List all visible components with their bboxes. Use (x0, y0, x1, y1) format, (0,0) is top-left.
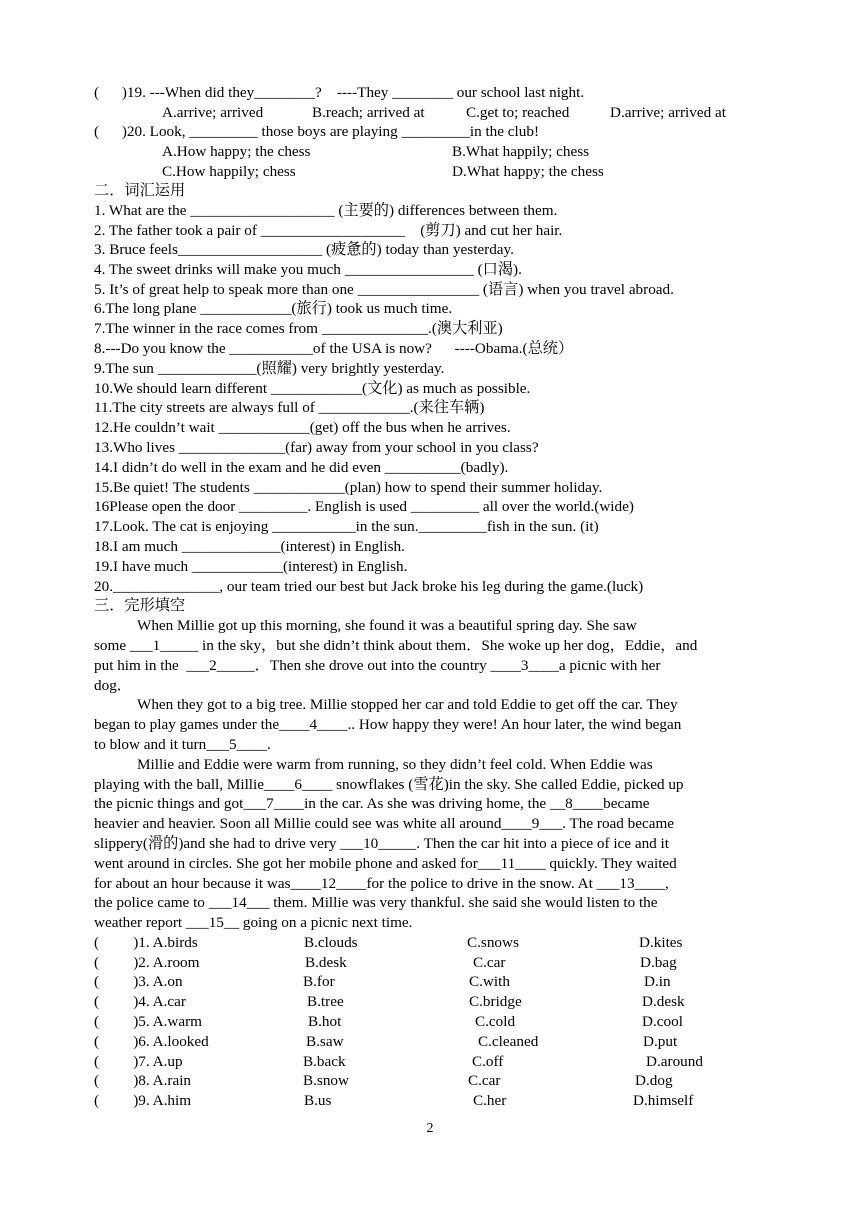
choice-a: ( )2. A.room (94, 954, 200, 971)
passage-line: went around in circles. She got her mobile phone and asked for___11____ quickly. They waited (94, 855, 677, 872)
choice-d: D.cool (642, 1013, 683, 1030)
passage-line: When they got to a big tree. Millie stopped her car and told Eddie to get off the car. They (137, 696, 678, 713)
vocab-item: 10.We should learn different ____________(文化) as much as possible. (94, 380, 531, 397)
choice-b: B.snow (303, 1072, 349, 1089)
choice-a: ( )5. A.warm (94, 1013, 202, 1030)
vocab-item: 6.The long plane ____________(旅行) took us much time. (94, 300, 453, 317)
vocab-item: 5. It’s of great help to speak more than one ________________ (语言) when you travel abroad. (94, 281, 674, 298)
choice-row (94, 1052, 794, 1071)
choice-row (94, 1071, 794, 1090)
choice-b: B.us (304, 1092, 332, 1109)
vocab-item: 2. The father took a pair of ___________________ (剪刀) and cut her hair. (94, 222, 563, 239)
choice-row (94, 953, 794, 972)
option-d: D.arrive; arrived at (610, 104, 726, 121)
vocab-item: 1. What are the ___________________ (主要的) differences between them. (94, 202, 558, 219)
option-b: B.reach; arrived at (312, 104, 425, 121)
choice-d: D.in (644, 973, 671, 990)
vocab-item: 3. Bruce feels___________________ (疲惫的) today than yesterday. (94, 241, 514, 258)
vocab-item: 11.The city streets are always full of ____________.(来往车辆) (94, 399, 485, 416)
vocab-item: 8.---Do you know the ___________of the USA is now? ----Obama.(总统） (94, 340, 574, 357)
question-19-options (94, 103, 794, 122)
passage-line: some ___1_____ in the sky，but she didn’t think about them．She woke up her dog，Eddie，and (94, 637, 698, 654)
choice-d: D.desk (642, 993, 685, 1010)
choice-b: B.tree (307, 993, 344, 1010)
choice-c: C.her (473, 1092, 507, 1109)
choice-a: ( )8. A.rain (94, 1072, 192, 1089)
choice-row (94, 1032, 794, 1051)
section-2-heading: 二．词汇运用 (94, 182, 186, 199)
option-a: A.How happy; the chess (162, 143, 311, 160)
vocab-item: 4. The sweet drinks will make you much _________________ (口渴). (94, 261, 522, 278)
choice-row (94, 1091, 794, 1110)
vocab-item: 18.I am much _____________(interest) in English. (94, 538, 405, 555)
vocab-item: 12.He couldn’t wait ____________(get) off the bus when he arrives. (94, 419, 511, 436)
passage-line: to blow and it turn___5____. (94, 736, 271, 753)
choice-d: D.dog (635, 1072, 673, 1089)
vocab-item: 15.Be quiet! The students ____________(plan) how to spend their summer holiday. (94, 479, 603, 496)
choice-a: ( )1. A.birds (94, 934, 198, 951)
choice-c: C.bridge (469, 993, 522, 1010)
passage-line: slippery(滑的)and she had to drive very ___10_____. Then the car hit into a piece of ice and it (94, 835, 669, 852)
page-number: 2 (426, 1121, 434, 1136)
choice-c: C.snows (467, 934, 519, 951)
choice-a: ( )9. A.him (94, 1092, 192, 1109)
choice-d: D.kites (639, 934, 683, 951)
choice-d: D.put (643, 1033, 678, 1050)
passage-line: weather report ___15__ going on a picnic next time. (94, 914, 413, 931)
choice-row (94, 933, 794, 952)
option-d: D.What happy; the chess (452, 163, 604, 180)
passage-line: playing with the ball, Millie____6____ snowflakes (雪花)in the sky. She called Eddie, picked up (94, 776, 684, 793)
option-a: A.arrive; arrived (162, 104, 264, 121)
choice-b: B.for (303, 973, 335, 990)
choice-b: B.desk (305, 954, 347, 971)
choice-c: C.off (472, 1053, 504, 1070)
vocab-item: 13.Who lives ______________(far) away from your school in you class? (94, 439, 539, 456)
choice-c: C.cold (475, 1013, 516, 1030)
passage-line: began to play games under the____4____.. How happy they were! An hour later, the wind began (94, 716, 682, 733)
choice-d: D.around (646, 1053, 703, 1070)
choice-c: C.with (469, 973, 510, 990)
choice-row (94, 1012, 794, 1031)
vocab-item: 16Please open the door _________. English is used _________ all over the world.(wide) (94, 498, 634, 515)
choice-b: B.hot (308, 1013, 342, 1030)
vocab-item: 7.The winner in the race comes from ______________.(澳大利亚) (94, 320, 503, 337)
question-20-options-1 (94, 142, 794, 161)
choice-b: B.saw (306, 1033, 344, 1050)
vocab-item: 19.I have much ____________(interest) in English. (94, 558, 408, 575)
vocab-item: 20.______________, our team tried our best but Jack broke his leg during the game.(luck) (94, 578, 644, 595)
passage-line: the police came to ___14___ them. Millie was very thankful. she said she would listen to the (94, 894, 658, 911)
choice-a: ( )6. A.looked (94, 1033, 209, 1050)
passage-line: heavier and heavier. Soon all Millie could see was white all around____9___. The road became (94, 815, 675, 832)
section-3-heading: 三．完形填空 (94, 597, 186, 614)
passage-line: Millie and Eddie were warm from running, so they didn’t feel cold. When Eddie was (137, 756, 653, 773)
question-19-stem: ( )19. ---When did they________? ----They ________ our school last night. (94, 84, 585, 101)
choice-a: ( )4. A.car (94, 993, 186, 1010)
choice-row (94, 992, 794, 1011)
passage-line: dog． (94, 677, 132, 694)
choice-b: B.back (303, 1053, 346, 1070)
choice-d: D.bag (640, 954, 677, 971)
choice-c: C.car (468, 1072, 501, 1089)
passage-line: for about an hour because it was____12____for the police to drive in the snow. At ___13____, (94, 875, 669, 892)
choice-a: ( )3. A.on (94, 973, 183, 990)
option-c: C.How happily; chess (162, 163, 296, 180)
choice-d: D.himself (633, 1092, 694, 1109)
choice-c: C.cleaned (478, 1033, 539, 1050)
passage-line: put him in the ___2_____．Then she drove out into the country ____3____a picnic with her (94, 657, 661, 674)
passage-line: When Millie got up this morning, she found it was a beautiful spring day. She saw (137, 617, 637, 634)
question-20-stem: ( )20. Look, _________ those boys are playing _________in the club! (94, 123, 540, 140)
choice-a: ( )7. A.up (94, 1053, 183, 1070)
vocab-item: 14.I didn’t do well in the exam and he did even __________(badly). (94, 459, 509, 476)
option-c: C.get to; reached (466, 104, 570, 121)
choice-row (94, 972, 794, 991)
vocab-item: 17.Look. The cat is enjoying ___________in the sun._________fish in the sun. (it) (94, 518, 599, 535)
option-b: B.What happily; chess (452, 143, 590, 160)
vocab-item: 9.The sun _____________(照耀) very brightly yesterday. (94, 360, 445, 377)
choice-c: C.car (473, 954, 506, 971)
question-20-options-2 (94, 162, 794, 181)
choice-b: B.clouds (304, 934, 358, 951)
passage-line: the picnic things and got___7____in the car. As she was driving home, the __8____became (94, 795, 650, 812)
